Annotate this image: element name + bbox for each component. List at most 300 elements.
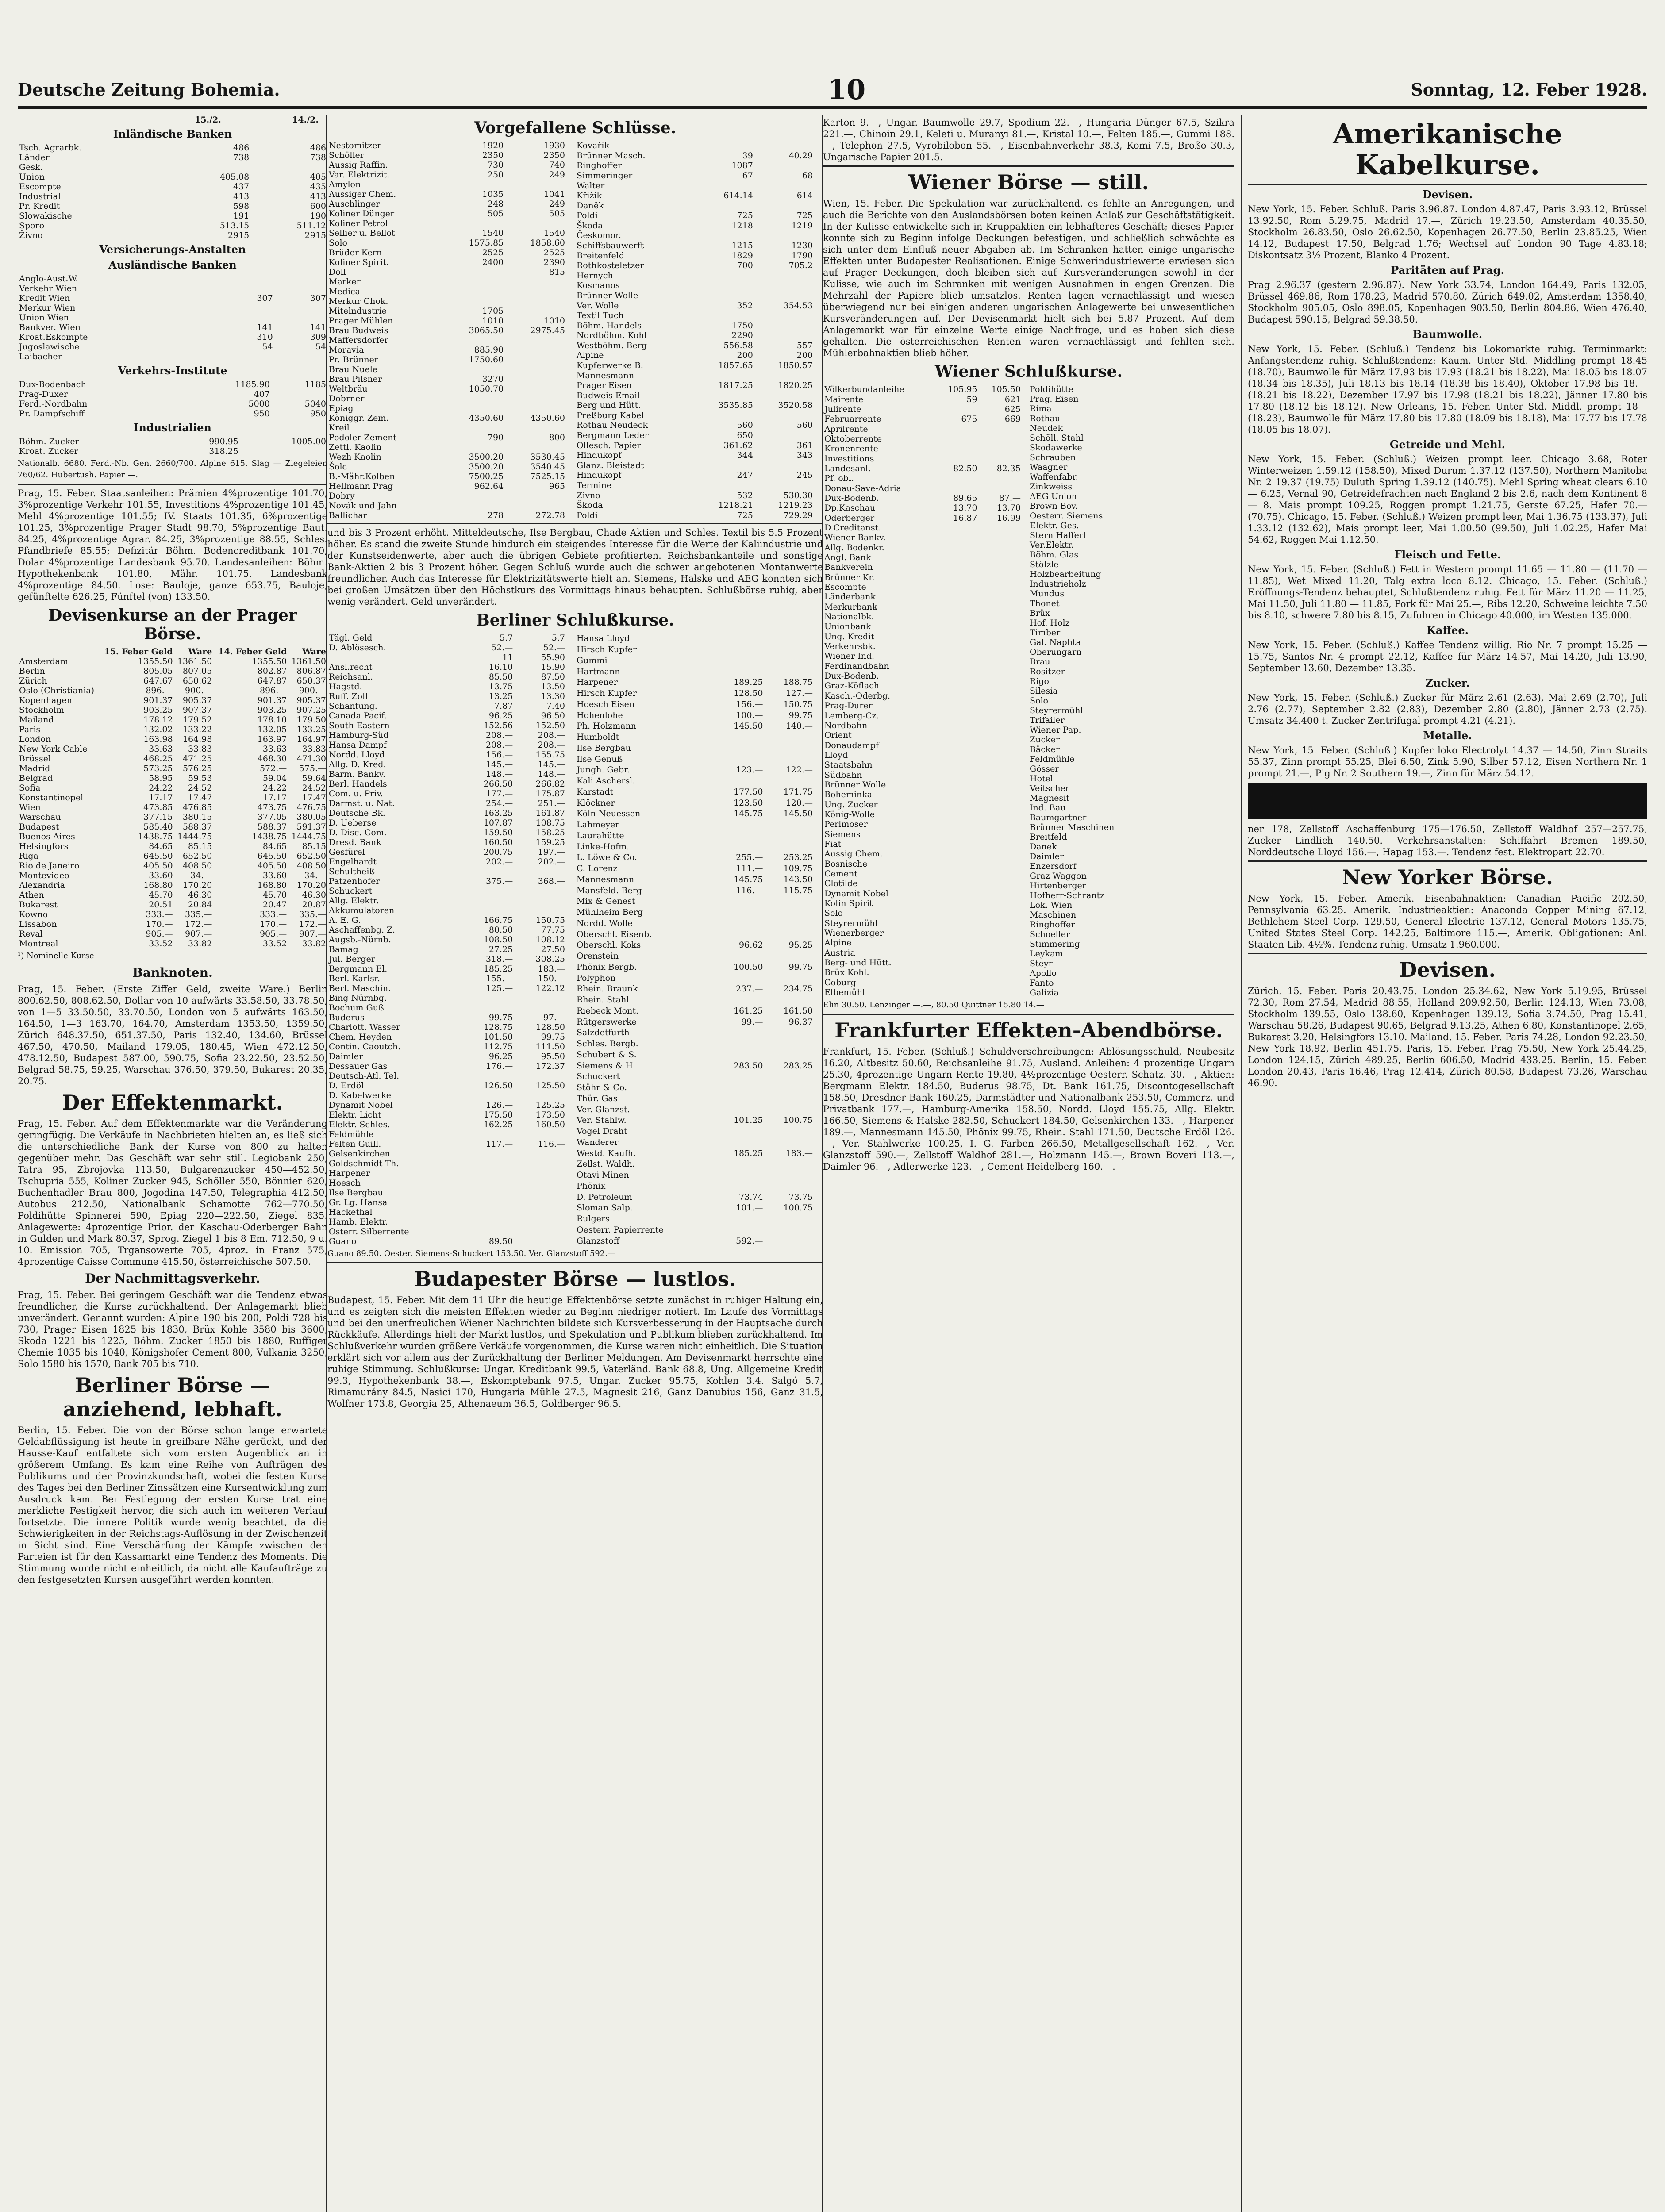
row-value [505, 180, 566, 189]
row-label: Riebeck Mont. [577, 1006, 639, 1016]
row-value: 575.— [299, 764, 326, 773]
row-label: Maschinen [1030, 910, 1077, 920]
row-value [1216, 978, 1222, 988]
row-value: 208.— [538, 740, 565, 750]
row-label: Berl. Karlsr. [329, 974, 380, 983]
stock-row [327, 769, 566, 779]
row-label: Oberschl. Eisenb. [577, 929, 652, 939]
row-label: Westböhm. Berg [577, 340, 647, 350]
row-value [935, 473, 978, 483]
row-label: Berlin [19, 666, 45, 676]
stock-row [823, 721, 1022, 730]
row-value: 33.83 [302, 744, 326, 754]
row-label: Gr. Lg. Hansa [329, 1198, 388, 1207]
row-value [443, 491, 505, 501]
row-label: Zürich [19, 676, 47, 686]
stock-row [575, 261, 814, 271]
row-label: Schoeller [1030, 929, 1070, 939]
row-label: Termine [577, 480, 612, 490]
row-label: Ballichar [329, 511, 367, 520]
row-label: Harpener [577, 677, 618, 687]
row-value [715, 743, 765, 754]
row-label: Wienerberger [824, 928, 884, 938]
row-value: 96.37 [788, 1017, 813, 1027]
stock-row [327, 413, 566, 423]
footnote: ¹) Nominelle Kurse [18, 951, 94, 960]
row-value: 145.— [485, 760, 513, 769]
bank-row [18, 323, 327, 332]
row-value: 1817.25 [718, 380, 753, 391]
row-value: 67 [742, 171, 753, 181]
row-value: 1930 [543, 141, 565, 150]
row-value [715, 1137, 765, 1148]
stock-row [327, 993, 566, 1003]
row-value: 100.— [736, 710, 763, 720]
row-value: 128.75 [483, 1022, 513, 1032]
row-value [935, 434, 978, 444]
row-value [979, 899, 1022, 908]
row-value: 738 [310, 153, 326, 162]
stock-row [327, 1139, 566, 1149]
row-value [935, 938, 978, 948]
row-value: 5.7 [500, 633, 513, 643]
row-value: 645.50 [143, 851, 173, 861]
stock-row [575, 1104, 814, 1115]
row-value [1222, 891, 1227, 900]
row-value: 59.64 [302, 773, 326, 783]
row-label: Daněk [577, 200, 604, 211]
row-value: 361 [796, 440, 813, 450]
stock-row [327, 501, 566, 511]
row-label: Glanz. Bleistadt [577, 460, 644, 470]
row-value: 24.52 [302, 783, 326, 793]
row-value: 189.25 [733, 677, 763, 687]
row-value: 200 [796, 350, 813, 361]
row-value [1216, 501, 1222, 511]
row-value: 52.— [543, 643, 565, 653]
vienna-close-table-a [823, 384, 1022, 998]
row-label: Hofherr-Schrantz [1030, 891, 1105, 900]
row-label: Laurahütte [577, 830, 624, 841]
row-value: 1215 [731, 241, 753, 251]
bank-row [18, 313, 327, 323]
stock-row [327, 721, 566, 730]
row-value [1216, 589, 1222, 599]
stock-row [823, 780, 1022, 790]
row-label: Kroat.Eskompte [19, 332, 88, 342]
row-value [764, 972, 814, 983]
row-value [935, 582, 978, 592]
stock-row [327, 1013, 566, 1022]
row-value [935, 829, 978, 839]
stock-row [823, 691, 1022, 701]
row-value [514, 896, 566, 906]
stock-row [327, 906, 566, 915]
row-value: 54 [262, 342, 273, 352]
row-value: 335.— [299, 910, 326, 919]
stock-row [823, 434, 1022, 444]
stock-row [575, 490, 814, 500]
stock-row [823, 948, 1022, 958]
row-value [979, 641, 1022, 651]
row-value: 1087 [731, 161, 753, 171]
row-value [979, 444, 1022, 453]
row-value [1222, 384, 1227, 394]
row-value [462, 867, 515, 876]
row-value [715, 1126, 765, 1137]
row-value: 435 [310, 182, 326, 192]
row-value [505, 345, 566, 355]
row-label: Allg. Elektr. [329, 896, 379, 906]
row-value [505, 501, 566, 511]
row-value [695, 461, 754, 471]
row-label: Februarrente [824, 414, 881, 424]
row-value [764, 819, 814, 830]
row-value: 1540 [482, 228, 504, 238]
row-value: 185.25 [733, 1148, 763, 1158]
row-value: 471.30 [296, 754, 326, 764]
stock-row [327, 1003, 566, 1013]
row-value: 1575.85 [469, 238, 504, 248]
row-value: 24.22 [149, 783, 173, 793]
row-value: 27.25 [488, 945, 513, 954]
row-value: 183.— [538, 964, 565, 974]
row-value [462, 1207, 515, 1217]
stock-row [327, 1022, 566, 1032]
row-value: 84.65 [262, 841, 287, 851]
row-value: 161.25 [733, 1006, 763, 1016]
row-label: Wiener Pap. [1030, 725, 1081, 735]
row-label: Budapest [19, 822, 59, 832]
row-value [514, 1003, 566, 1013]
row-label: Lissabon [19, 919, 57, 929]
stock-row [575, 390, 814, 400]
row-value [1216, 453, 1222, 462]
stock-row [1028, 462, 1227, 472]
row-value: 907.— [185, 929, 212, 939]
stock-row [575, 361, 814, 371]
row-label: Dux-Bodenbach [19, 380, 86, 389]
row-value [1222, 511, 1227, 521]
row-value [1222, 414, 1227, 423]
row-value [935, 770, 978, 780]
row-value [979, 849, 1022, 859]
row-value [935, 483, 978, 493]
row-value [1216, 657, 1222, 667]
row-value [935, 444, 978, 453]
stock-row [575, 510, 814, 520]
row-value [462, 1217, 515, 1227]
stock-row [1028, 647, 1227, 657]
row-value: 202.— [538, 857, 565, 867]
row-value: 600 [310, 201, 326, 211]
row-value: 486 [233, 143, 250, 153]
row-label: Hirsch Kupfer [577, 688, 637, 699]
masthead-rule [18, 106, 1647, 109]
row-value: 96.50 [541, 711, 565, 721]
row-label: Mannesmann [577, 874, 634, 884]
row-label: Hellmann Prag [329, 481, 393, 491]
row-value: 95.25 [788, 940, 813, 950]
row-value [979, 908, 1022, 918]
row-label: Phönix Bergb. [577, 962, 637, 972]
row-label: Škoda [577, 500, 603, 511]
row-label: Oesterr. Papierrente [577, 1225, 664, 1235]
stock-row [575, 699, 814, 710]
devisen-row [18, 695, 327, 705]
row-value: 145.75 [733, 874, 763, 884]
row-label: Nordböhm. Kohl [577, 330, 647, 341]
row-value: 2400 [482, 257, 504, 267]
row-label: Nationalbk. [824, 612, 874, 622]
row-value [935, 612, 978, 622]
row-label: Waagner [1030, 462, 1068, 472]
afternoon-text: Prag, 15. Feber. Bei geringem Geschäft war die Tendenz etwas freundlicher, die Kurse zurückhaltend. Der Anlagemarkt blieb unverändert. Genannt wurden: Alpine 190 bis 200, Poldi 728 bis 730, Prager Eisen 1825 bis 1830, Brüx Kohle 3580 bis 3600, Skoda 1221 bis 1225, Böhm. Zucker 1850 bis 1880, Ruffiger Chemie 1035 bis 1040, Königshofer Cement 800, Vulkania 3250, Solo 1580 bis 1570, Bank 705 bis 710. [18, 1290, 327, 1369]
row-value [764, 1071, 814, 1082]
divider [1248, 953, 1647, 954]
stock-row [327, 730, 566, 740]
row-value: 2915 [227, 230, 250, 240]
row-label: Gummi [577, 655, 608, 665]
row-value: 650.62 [182, 676, 212, 686]
row-value: 405.08 [219, 172, 250, 182]
row-value [695, 180, 754, 191]
row-value: 266.82 [535, 779, 565, 789]
row-label: Hindukopf [577, 470, 622, 480]
row-label: Rulgers [577, 1214, 610, 1224]
stock-row [575, 151, 814, 161]
column-header: 15. Feber Geld [104, 647, 173, 657]
row-label: Škoda [577, 220, 603, 230]
stock-row [327, 808, 566, 818]
row-value [979, 681, 1022, 691]
row-value [1222, 978, 1227, 988]
stock-row [327, 653, 566, 662]
stocks-table-b [575, 141, 814, 520]
row-value: 5000 [248, 399, 270, 409]
row-label: Tägl. Geld [329, 633, 373, 643]
row-label: London [19, 734, 51, 744]
stock-row [327, 160, 566, 170]
row-label: B.-Mähr.Kolben [329, 472, 395, 481]
row-value [1216, 774, 1222, 783]
row-value [715, 972, 765, 983]
row-label: Zivno [577, 490, 600, 500]
row-value: 123.50 [733, 798, 763, 808]
bank-row [18, 182, 327, 192]
row-label: Otavi Minen [577, 1170, 629, 1180]
row-value: 652.50 [296, 851, 326, 861]
row-value: 2390 [543, 257, 565, 267]
row-value [935, 721, 978, 730]
row-label: König-Wolle [824, 809, 875, 819]
row-value [1222, 404, 1227, 414]
stock-row [823, 849, 1022, 859]
row-value: 468.30 [257, 754, 287, 764]
row-value [935, 523, 978, 533]
stock-row [327, 326, 566, 335]
divider [823, 1014, 1234, 1015]
stock-row [1028, 774, 1227, 783]
row-value [1222, 676, 1227, 686]
row-label: Steyrermühl [1030, 706, 1083, 715]
row-value [1222, 472, 1227, 482]
row-value: 377.05 [257, 812, 287, 822]
row-value: 55.90 [541, 653, 565, 662]
row-value: 556.58 [723, 340, 753, 350]
row-value: 621 [1004, 394, 1021, 404]
row-value: 532 [737, 490, 753, 500]
prague-devisen-table [18, 647, 327, 949]
row-label: Nordd. Lloyd [329, 750, 385, 760]
row-value [695, 200, 754, 211]
devisen-row [18, 910, 327, 919]
row-value: 164.97 [296, 734, 326, 744]
row-label: Länder [19, 153, 50, 162]
row-value: 1750.60 [469, 355, 504, 365]
row-value [754, 280, 814, 291]
row-label: Coburg [824, 977, 856, 987]
row-value: 807.05 [182, 666, 212, 676]
row-value [935, 602, 978, 612]
row-label: Solo [824, 908, 843, 918]
row-value [505, 442, 566, 452]
row-value [935, 572, 978, 582]
row-label: Humboldt [577, 732, 619, 742]
stock-row [575, 400, 814, 411]
stock-row [575, 1093, 814, 1104]
stock-row [823, 513, 1022, 522]
row-label: Unionbank [824, 622, 871, 632]
row-label: D. Erdöl [329, 1081, 364, 1091]
row-label: Lahmeyer [577, 820, 619, 830]
row-value [1222, 657, 1227, 667]
row-label: D. Disc.-Com. [329, 828, 387, 837]
black-bar [1248, 783, 1647, 819]
row-label: Breitfeld [1030, 832, 1067, 842]
row-label: Poldi [577, 510, 598, 520]
row-label: Nordbahn [824, 720, 868, 730]
stock-row [823, 928, 1022, 938]
row-value: 178.10 [257, 715, 287, 725]
devisen-row [18, 734, 327, 744]
row-value [1216, 676, 1222, 686]
row-label: Deutsche Bk. [329, 808, 385, 818]
row-value: 161.87 [535, 808, 565, 818]
row-value [1216, 404, 1222, 414]
row-value [1222, 774, 1227, 783]
stock-row [1028, 725, 1227, 735]
row-label: Zellst. Waldh. [577, 1159, 635, 1169]
row-value: 249 [549, 199, 565, 209]
stock-row [575, 291, 814, 301]
row-label: Bukarest [19, 900, 58, 910]
section-heading: Frankfurter Effekten-Abendbörse. [834, 1018, 1223, 1042]
stock-row [575, 341, 814, 351]
row-value [1222, 939, 1227, 949]
row-value [514, 1198, 566, 1207]
stock-row [327, 779, 566, 789]
sugar-text: New York, 15. Feber. (Schluß.) Zucker für März 2.61 (2.63), Mai 2.69 (2.70), Juli 2.76 (2.77), September 2.82 (2.83), Dezember 2.80 (2.80), Jänner 2.73 (2.75). Umsatz 34.400 t. Zucker Zentrifugal prompt 4.21 (4.21). [1248, 692, 1647, 726]
row-value: 13.70 [996, 503, 1021, 513]
row-value [462, 886, 515, 896]
row-value: 237.— [736, 984, 763, 994]
row-value: 17.17 [262, 793, 287, 803]
stock-row [575, 830, 814, 841]
stock-row [327, 974, 566, 983]
stock-row [575, 1115, 814, 1126]
row-value [715, 995, 765, 1006]
row-value [505, 423, 566, 433]
row-value: 905.37 [296, 695, 326, 705]
row-value: 352 [737, 300, 753, 311]
row-value: 141 [257, 323, 273, 332]
row-value [715, 1093, 765, 1104]
row-value [1216, 959, 1222, 968]
stock-row [1028, 608, 1227, 618]
stock-row [575, 655, 814, 666]
row-value: 13.75 [488, 682, 513, 691]
row-value: 598 [233, 201, 250, 211]
row-value [935, 671, 978, 681]
row-value: 905.37 [182, 695, 212, 705]
row-value [443, 442, 505, 452]
stock-row [575, 180, 814, 191]
stock-row [575, 666, 814, 677]
stock-row [823, 869, 1022, 879]
row-label: Schles. Bergb. [577, 1039, 638, 1049]
stock-row [575, 200, 814, 211]
row-value [979, 750, 1022, 760]
row-label: Moravia [329, 345, 364, 355]
row-label: Königgr. Zem. [329, 413, 389, 423]
row-value [979, 612, 1022, 622]
row-value: 68 [802, 171, 813, 181]
row-label: Brau Pilsner [329, 374, 382, 384]
row-value [1222, 783, 1227, 793]
summary-line: Nationalb. 6680. Ferd.-Nb. Gen. 2660/700. Alpine 615. Slag — Ziegeleien 760/62. Hubertush. Papier —. [18, 459, 327, 480]
devisen-row [18, 744, 327, 754]
row-value [979, 691, 1022, 701]
row-value [505, 384, 566, 394]
row-value [979, 869, 1022, 879]
foreign-bank-table [18, 274, 327, 361]
stock-row [327, 335, 566, 345]
stock-row [1028, 793, 1227, 803]
row-value: 245 [796, 470, 813, 480]
row-label: Mailand [19, 715, 54, 725]
stock-row [823, 414, 1022, 424]
row-value [935, 987, 978, 998]
stock-row [1028, 676, 1227, 686]
row-value: 145.— [538, 760, 565, 769]
row-value [514, 867, 566, 876]
row-value [935, 453, 978, 463]
row-value [715, 1170, 765, 1181]
stock-row [327, 472, 566, 481]
stock-row [823, 632, 1022, 641]
stock-row [823, 889, 1022, 899]
row-value [1222, 394, 1227, 404]
row-label: Laibacher [19, 352, 62, 361]
row-value: 1829 [731, 250, 753, 261]
row-value: 309 [310, 332, 326, 342]
row-label: Berl. Handels [329, 779, 387, 789]
row-value [935, 533, 978, 542]
stock-row [327, 1071, 566, 1081]
row-label: Bochum Guß [329, 1003, 384, 1013]
row-value: 647.87 [257, 676, 287, 686]
